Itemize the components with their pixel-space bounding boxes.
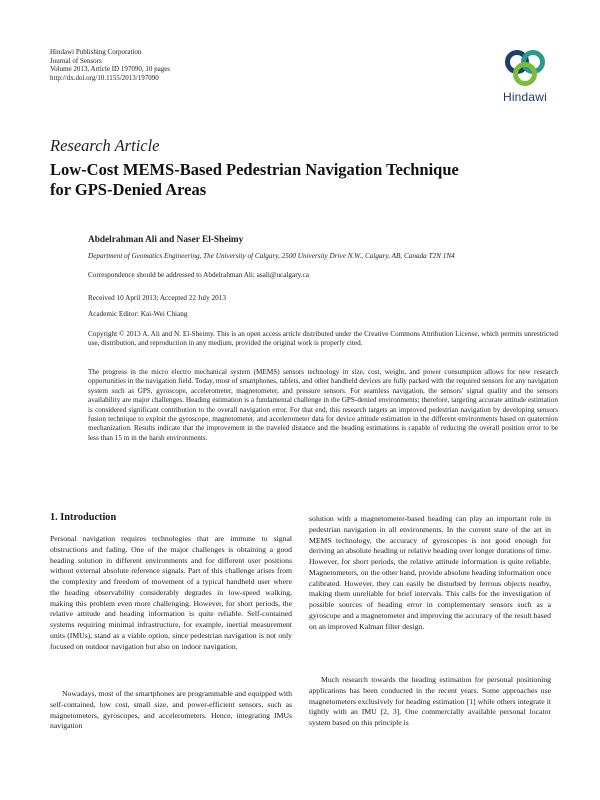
logo-wordmark: Hindawi xyxy=(502,90,548,104)
academic-editor: Academic Editor: Kai-Wei Chiang xyxy=(88,310,188,318)
correspondence: Correspondence should be addressed to Abdelrahman Ali; asali@ucalgary.ca xyxy=(88,271,309,279)
hindawi-logo xyxy=(494,48,556,106)
paper-title: Low-Cost MEMS-Based Pedestrian Navigation Technique for GPS-Denied Areas xyxy=(50,160,459,199)
authors: Abdelrahman Ali and Naser El-Sheimy xyxy=(88,235,244,245)
publication-header xyxy=(50,48,170,82)
hindawi-logo-icon xyxy=(502,48,548,88)
body-paragraph: Personal navigation requires technologies that are immune to signal obstructions and fading. One of the major challenges is obtaining a good heading solution in different environments and for different user positions without external absolute reference signals. Part of this challenge arises from the complexity and freedom of movement of a typical handheld user where the heading observability considerably degrades in low-speed walking, making this problem even more challenging. However, for short periods, the relative attitude and heading information is quite reliable. Self-contained systems requiring minimal infrastructure, for example, inertial measurement units (IMUs), stand as a viable option, since pedestrian navigation is not only focused on outdoor navigation but also on indoor navigation. xyxy=(50,534,292,651)
body-paragraph: Nowadays, most of the smartphones are programmable and equipped with self-contained, low cost, small size, and power-efficient sensors, such as magnetometers, gyroscopes, and accelerometers. Hence, integrating IMUs navigation xyxy=(50,689,292,731)
volume-info: Volume 2013, Article ID 197090, 10 pages xyxy=(50,65,171,74)
journal-name: Journal of Sensors xyxy=(50,56,102,65)
body-paragraph: solution with a magnetometer-based heading can play an important role in pedestrian navigation in all environments. In the current state of the art in MEMS technology, the accuracy of gyroscopes is not good enough for deriving an absolute heading or relative heading over longer durations of time. However, for short periods, the relative attitude information is quite reliable. Magnetometers, on the other hand, provide absolute heading information once calibrated. However, they can easily be disturbed by ferrous objects nearby, making them unreliable for brief intervals. This calls for the investigation of possible sources of heading error in complementary sensors such as a gyroscope and a magnetometer and improving the accuracy of the result based on an improved Kalman filter design. xyxy=(309,514,551,631)
article-type: Research Article xyxy=(50,136,160,155)
copyright-notice: Copyright © 2013 A. Ali and N. El-Sheimy. This is an open access article distributed under the Creative Commons Attribution License, which permits unrestricted use, distribution, and reproduction in any medium, provided the original work is properly cited. xyxy=(88,330,558,348)
doi-link[interactable]: http://dx.doi.org/10.1155/2013/197090 xyxy=(50,73,159,82)
publisher-name: Hindawi Publishing Corporation xyxy=(50,48,142,56)
received-dates: Received 10 April 2013; Accepted 22 July 2013 xyxy=(88,294,226,302)
section-heading-introduction: 1. Introduction xyxy=(50,512,117,523)
body-paragraph: Much research towards the heading estimation for personal positioning applications has been conducted in the recent years. Some approaches use magnetometers exclusively for heading estimation [1] while others integrate it tightly with an IMU [2, 3]. One commercially available personal locator system based on this principle is xyxy=(309,675,551,727)
affiliation: Department of Geomatics Engineering, The University of Calgary, 2500 University Drive N.W., Calgary, AB, Canada T2N 1N4 xyxy=(88,252,455,260)
abstract: The progress in the micro electro mechanical system (MEMS) sensors technology in size, cost, weight, and power consumption allows for new research opportunities in the navigation field. Today, most of smartphones, tablets, and other handheld devices are fully packed with the required sensors for any navigation system such as GPS, gyroscope, accelerometer, magnetometer, and pressure sensors. For seamless navigation, the sensors' signal quality and the sensors availability are major challenges. Heading estimation is a fundamental challenge in the GPS-denied environments; therefore, targeting accurate attitude estimation is considered significant contribution to the overall navigation error. For that end, this research targets an improved pedestrian navigation by developing sensors fusion technique to exploit the gyroscope, magnetometer, and accelerometer data for device attitude estimation in the different environments based on quaternion mechanization. Results indicate that the improvement in the traveled distance and the heading estimations is capable of reducing the overall position error to be less than 15 m in the harsh environments. xyxy=(88,368,558,442)
